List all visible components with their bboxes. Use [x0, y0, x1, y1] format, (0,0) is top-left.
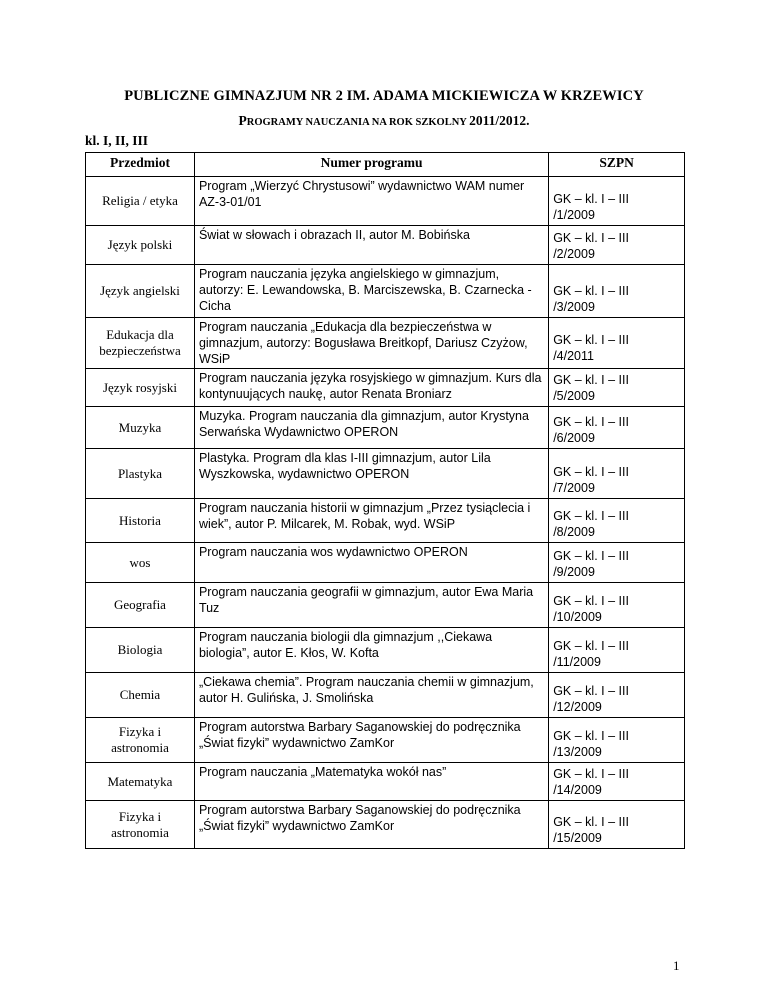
table-row — [86, 583, 685, 628]
szpn-number: /13/2009 — [553, 745, 602, 759]
cell-program: Program nauczania historii w gimnazjum „Przez tysiąclecia i wiek”, autor P. Milcarek, M. Robak, wyd. WSiP — [194, 499, 548, 543]
szpn-number: /4/2011 — [553, 349, 594, 363]
cell-subject: Historia — [86, 499, 195, 543]
cell-subject: Język rosyjski — [86, 369, 195, 407]
cell-program: Program nauczania języka angielskiego w gimnazjum, autorzy: E. Lewandowska, B. Marciszewska, B. Czarnecka - Cicha — [194, 265, 548, 318]
cell-subject: Biologia — [86, 628, 195, 673]
szpn-code: GK – kl. I – III — [553, 594, 629, 608]
cell-szpn — [549, 763, 685, 801]
cell-subject: Matematyka — [86, 763, 195, 801]
szpn-number: /10/2009 — [553, 610, 602, 624]
cell-subject: Język angielski — [86, 265, 195, 318]
cell-szpn — [549, 265, 685, 318]
document-title: PUBLICZNE GIMNAZJUM NR 2 IM. ADAMA MICKIEWICZA W KRZEWICY — [124, 88, 644, 104]
cell-szpn — [549, 673, 685, 718]
cell-subject: Fizyka i astronomia — [86, 801, 195, 849]
szpn-number: /1/2009 — [553, 208, 595, 222]
szpn-number: /15/2009 — [553, 831, 602, 845]
szpn-code: GK – kl. I – III — [553, 231, 629, 245]
cell-subject: Muzyka — [86, 407, 195, 449]
subtitle-initial: P — [238, 113, 247, 128]
cell-subject: Fizyka i astronomia — [86, 718, 195, 763]
table-row — [86, 407, 685, 449]
cell-subject: wos — [86, 543, 195, 583]
table-row — [86, 499, 685, 543]
document-subtitle — [0, 113, 768, 129]
table-row — [86, 628, 685, 673]
szpn-code: GK – kl. I – III — [553, 815, 629, 829]
table-row — [86, 543, 685, 583]
szpn-number: /9/2009 — [553, 565, 595, 579]
table-row — [86, 449, 685, 499]
cell-program: Program nauczania biologii dla gimnazjum ,,Ciekawa biologia”, autor E. Kłos, W. Kofta — [194, 628, 548, 673]
cell-szpn — [549, 543, 685, 583]
cell-program: Program nauczania języka rosyjskiego w gimnazjum. Kurs dla kontynuujących naukę, autor Renata Broniarz — [194, 369, 548, 407]
cell-subject: Język polski — [86, 226, 195, 265]
subtitle-year: 2011/2012. — [469, 113, 530, 128]
cell-program: Program nauczania geografii w gimnazjum, autor Ewa Maria Tuz — [194, 583, 548, 628]
szpn-code: GK – kl. I – III — [553, 284, 629, 298]
szpn-code: GK – kl. I – III — [553, 509, 629, 523]
szpn-number: /8/2009 — [553, 525, 595, 539]
szpn-code: GK – kl. I – III — [553, 767, 629, 781]
szpn-number: /11/2009 — [553, 655, 601, 669]
cell-szpn — [549, 801, 685, 849]
szpn-number: /2/2009 — [553, 247, 595, 261]
cell-subject: Geografia — [86, 583, 195, 628]
cell-program: Program autorstwa Barbary Saganowskiej do podręcznika „Świat fizyki” wydawnictwo ZamKor — [194, 718, 548, 763]
table-row — [86, 265, 685, 318]
classes-label: kl. I, II, III — [85, 133, 149, 148]
szpn-number: /5/2009 — [553, 389, 595, 403]
cell-szpn — [549, 583, 685, 628]
cell-szpn — [549, 449, 685, 499]
table-row — [86, 318, 685, 369]
cell-program: Świat w słowach i obrazach II, autor M. Bobińska — [194, 226, 548, 265]
cell-program: „Ciekawa chemia”. Program nauczania chemii w gimnazjum, autor H. Gulińska, J. Smolińska — [194, 673, 548, 718]
cell-szpn — [549, 718, 685, 763]
cell-subject: Chemia — [86, 673, 195, 718]
cell-program: Program „Wierzyć Chrystusowi” wydawnictwo WAM numer AZ-3-01/01 — [194, 177, 548, 226]
cell-subject: Religia / etyka — [86, 177, 195, 226]
table-row — [86, 369, 685, 407]
szpn-number: /3/2009 — [553, 300, 595, 314]
cell-szpn — [549, 318, 685, 369]
page-number: 1 — [673, 958, 680, 973]
cell-program: Plastyka. Program dla klas I-III gimnazjum, autor Lila Wyszkowska, wydawnictwo OPERON — [194, 449, 548, 499]
cell-program: Program nauczania wos wydawnictwo OPERON — [194, 543, 548, 583]
szpn-number: /7/2009 — [553, 481, 595, 495]
szpn-code: GK – kl. I – III — [553, 333, 629, 347]
szpn-code: GK – kl. I – III — [553, 549, 629, 563]
table-row — [86, 673, 685, 718]
szpn-code: GK – kl. I – III — [553, 415, 629, 429]
szpn-code: GK – kl. I – III — [553, 639, 629, 653]
table-row — [86, 763, 685, 801]
cell-szpn — [549, 369, 685, 407]
cell-szpn — [549, 407, 685, 449]
szpn-code: GK – kl. I – III — [553, 192, 629, 206]
programs-table — [85, 152, 685, 849]
szpn-number: /14/2009 — [553, 783, 602, 797]
cell-szpn — [549, 628, 685, 673]
cell-subject: Edukacja dla bezpieczeństwa — [86, 318, 195, 369]
szpn-code: GK – kl. I – III — [553, 465, 629, 479]
header-szpn: SZPN — [549, 153, 685, 177]
cell-szpn — [549, 226, 685, 265]
cell-program: Program nauczania „Edukacja dla bezpieczeństwa w gimnazjum, autorzy: Bogusława Breitkopf, Dariusz Czyżow, WSiP — [194, 318, 548, 369]
szpn-code: GK – kl. I – III — [553, 729, 629, 743]
cell-program: Program nauczania „Matematyka wokół nas” — [194, 763, 548, 801]
cell-program: Muzyka. Program nauczania dla gimnazjum, autor Krystyna Serwańska Wydawnictwo OPERON — [194, 407, 548, 449]
header-program: Numer programu — [194, 153, 548, 177]
cell-szpn — [549, 499, 685, 543]
szpn-code: GK – kl. I – III — [553, 373, 629, 387]
cell-szpn — [549, 177, 685, 226]
table-row — [86, 801, 685, 849]
table-row — [86, 718, 685, 763]
cell-subject: Plastyka — [86, 449, 195, 499]
subtitle-smallcaps: ROGRAMY NAUCZANIA NA ROK SZKOLNY — [246, 117, 470, 128]
szpn-number: /6/2009 — [553, 431, 595, 445]
cell-program: Program autorstwa Barbary Saganowskiej do podręcznika „Świat fizyki” wydawnictwo ZamKor — [194, 801, 548, 849]
szpn-number: /12/2009 — [553, 700, 602, 714]
table-header-row — [86, 153, 685, 177]
szpn-code: GK – kl. I – III — [553, 684, 629, 698]
table-row — [86, 177, 685, 226]
table-row — [86, 226, 685, 265]
header-subject: Przedmiot — [86, 153, 195, 177]
